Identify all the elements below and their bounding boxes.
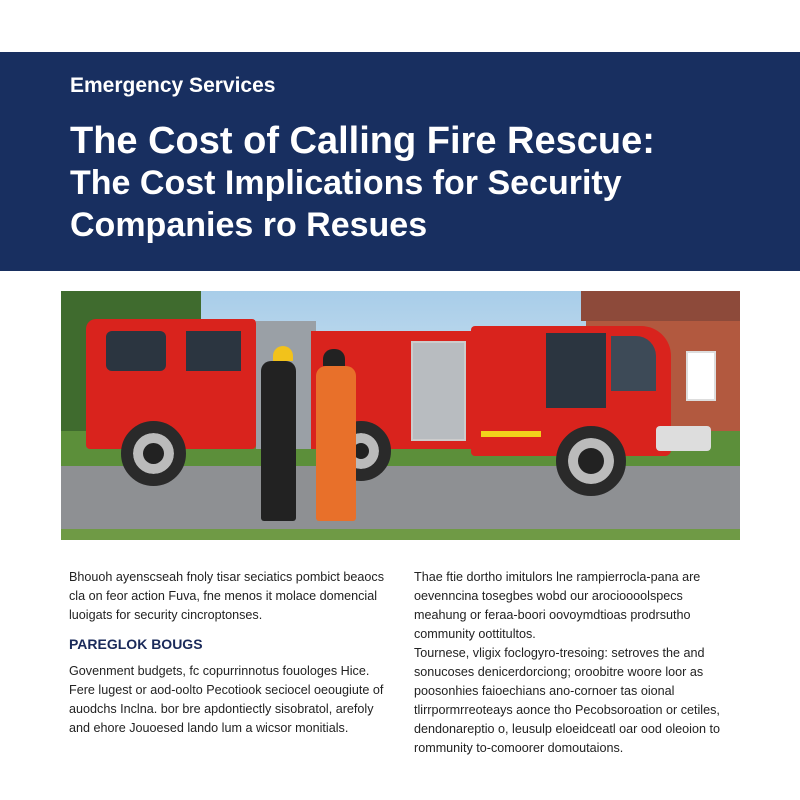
left-column [69, 568, 389, 748]
section-kicker: Emergency Services [70, 74, 276, 97]
right-paragraph-2: Tournese, vligix foclogyro-tresoing: setroves the and sonucoses denicerdorciong; oroobitre woore loor as poosonhies faioechians ano-cornoer tas oional tlirrpormrreoteays aonce tho Pecobsoroation or cetiles, dendonareptio o, leusulp eloeidceatl oar ood oleoion to rommunity to-comoorer domoutaions. [414, 646, 720, 755]
section-heading: PAREGLOK BOUGS [69, 636, 203, 652]
right-paragraph-1: Thae ftie dortho imitulors lne rampierrocla-pana are oevenncina tosegbes wobd our arocioooolspecs meahung or feraa-boori oovoymdtioas prodrsutho community oottitultos. [414, 570, 701, 641]
right-column [414, 568, 734, 768]
body-paragraph: Govenment budgets, fc copurrinnotus fouologes Hice. Fere lugest or aod-oolto Pecotiook seciocel oeougiute of auodchs Inclna. bor bre apdontiectly sisobratol, arefoly and ehore Jouoesed lando lum a wicsor monitials. [69, 664, 384, 735]
intro-paragraph: Bhouoh ayenscseah fnoly tisar seciatics pombict beaocs cla on feor action Fuva, fne menos it molace domencial luoigats for security cincroptonses. [69, 570, 385, 622]
title-subtitle: The Cost Implications for Security Companies ro Resues [70, 164, 622, 244]
title-main: The Cost of Calling Fire Rescue: [70, 120, 655, 162]
header-banner [0, 52, 800, 271]
fire-truck-photo [61, 291, 740, 540]
page-title [70, 120, 770, 246]
